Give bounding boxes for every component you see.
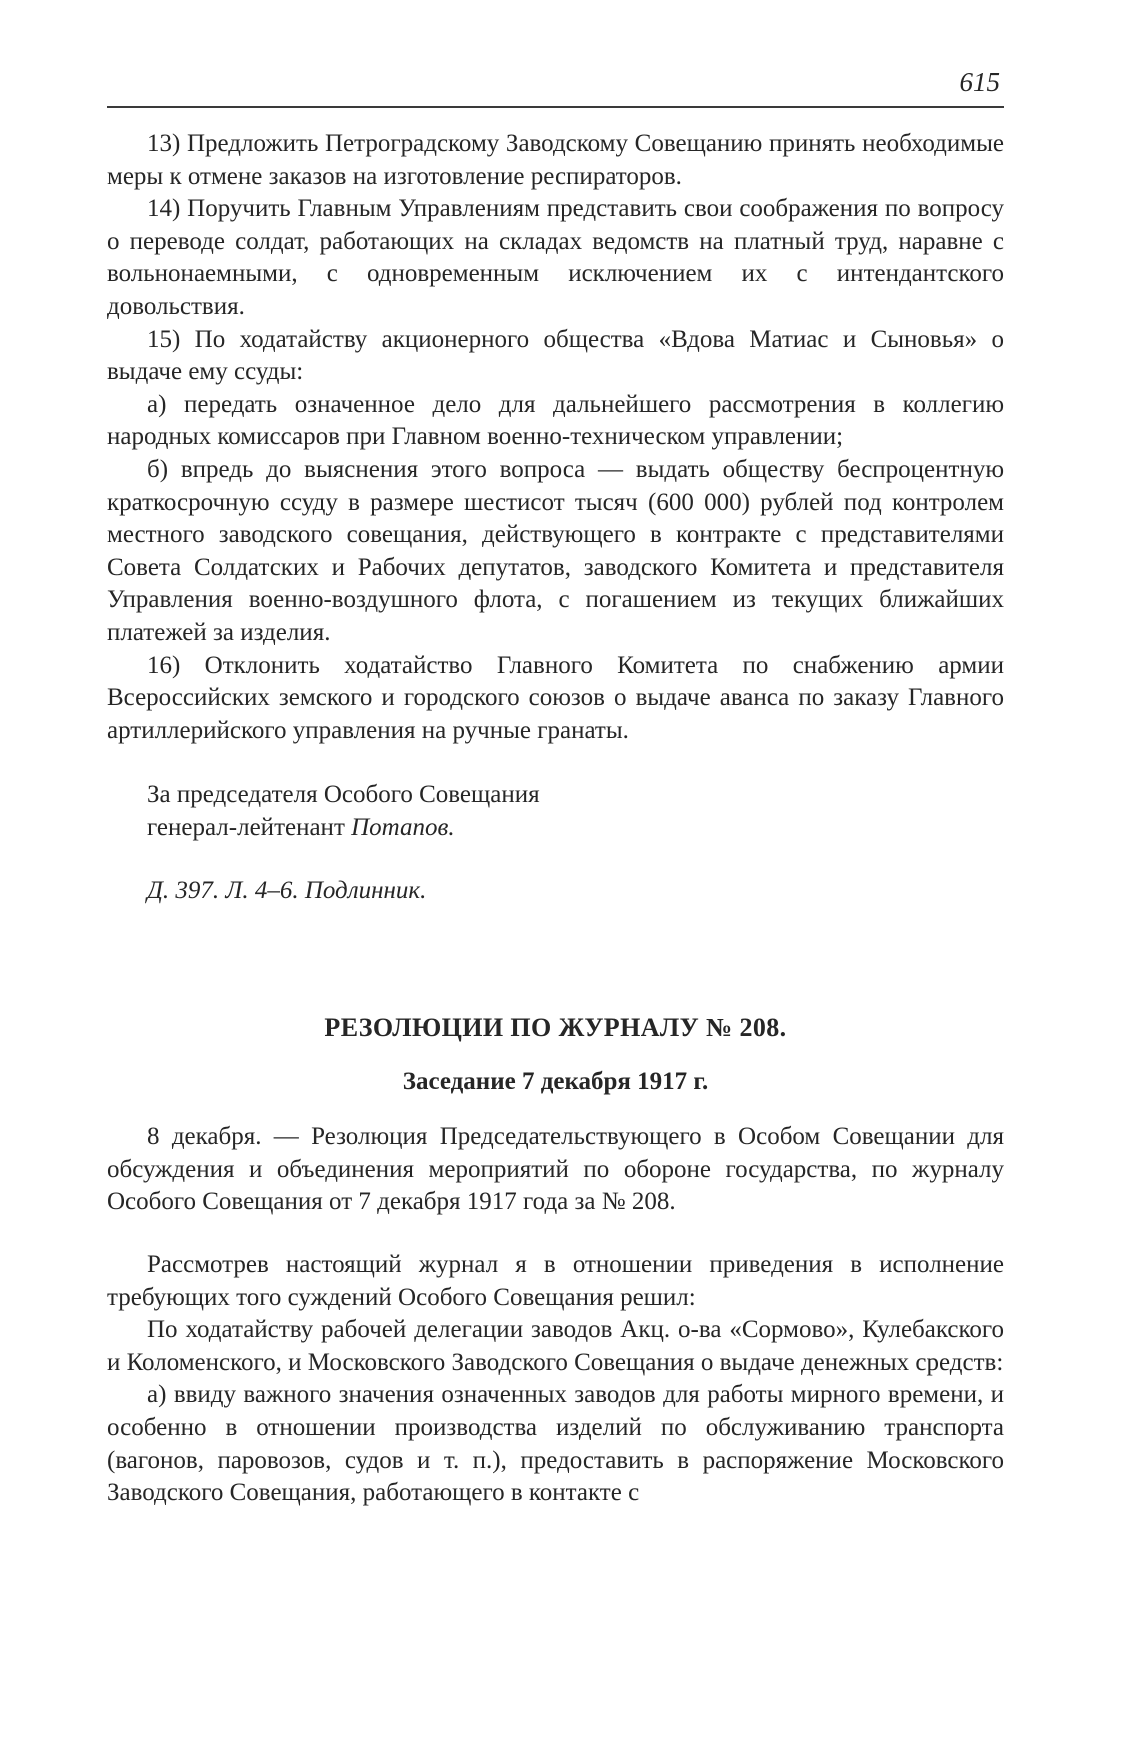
resolution-body — [107, 1249, 1004, 1510]
resolution-paragraph: По ходатайству рабочей делегации заводов Акц. о-ва «Сормово», Кулебакского и Коломенского, и Московского Заводского Совещания о выдаче денежных средств: — [107, 1316, 1004, 1376]
section-subtitle: Заседание 7 декабря 1917 г. — [402, 1068, 709, 1096]
paragraph-15: 15) По ходатайству акционерного общества «Вдова Матиас и Сыновья» о выдаче ему ссуды: — [107, 325, 1004, 386]
paragraph-15-b: б) впредь до выяснения этого вопроса — выдать обществу беспроцентную краткосрочную ссуду в размере шестисот тысяч (600 000) рублей под контролем местного заводского совещания, действующего в контракте с представителями Совета Солдатских и Рабочих депутатов, заводского Комитета и представителя Управления военно-воздушного флота, с погашением из текущих ближайших платежей за изделия. — [107, 455, 1004, 646]
paragraph-15-a: а) передать означенное дело для дальнейшего рассмотрения в коллегию народных комиссаров при Главном военно-техническом управлении; — [107, 390, 1004, 451]
signature-block — [147, 778, 1004, 844]
header-rule — [107, 106, 1004, 108]
signature-rank: генерал-лейтенант — [147, 814, 352, 842]
paragraph-16: 16) Отклонить ходатайство Главного Комитета по снабжению армии Всероссийских земского и городского союзов о выдаче аванса по заказу Главного артиллерийского управления на ручные гранаты. — [107, 651, 1004, 744]
signature-rank-line — [147, 811, 1004, 844]
signature-title: За председателя Особого Совещания — [147, 781, 540, 809]
top-paragraphs — [107, 128, 1004, 747]
paragraph-14: 14) Поручить Главным Управлениям представить свои соображения по вопросу о переводе солдат, работающих на складах ведомств на платный труд, наравне с вольнонаемными, с одновременным исключением их с интендантского довольствия. — [107, 195, 1004, 320]
section-title: РЕЗОЛЮЦИИ ПО ЖУРНАЛУ № 208. — [324, 1013, 787, 1043]
resolution-paragraph: а) ввиду важного значения означенных заводов для работы мирного времени, и особенно в отношении производства изделий по обслуживанию транспорта (вагонов, паровозов, судов и т. п.), предоставить в распоряжение Московского Заводского Совещания, работающего в контакте с — [107, 1381, 1004, 1507]
document-page — [107, 64, 1004, 1510]
signature-name: Потапов. — [351, 814, 455, 842]
paragraph-13: 13) Предложить Петроградскому Заводскому Совещанию принять необходимые меры к отмене заказов на изготовление респираторов. — [107, 130, 1004, 190]
resolution-intro: 8 декабря. — Резолюция Председательствующего в Особом Совещании для обсуждения и объединения мероприятий по обороне государства, по журналу Особого Совещания от 7 декабря 1917 года за № 208. — [107, 1123, 1004, 1216]
page-number: 615 — [959, 67, 1000, 97]
resolution-paragraph: Рассмотрев настоящий журнал я в отношении приведения в исполнение требующих того суждений Особого Совещания решил: — [107, 1251, 1004, 1311]
archive-reference: Д. 397. Л. 4–6. Подлинник. — [147, 877, 427, 905]
resolution-intro-block — [107, 1121, 1004, 1219]
